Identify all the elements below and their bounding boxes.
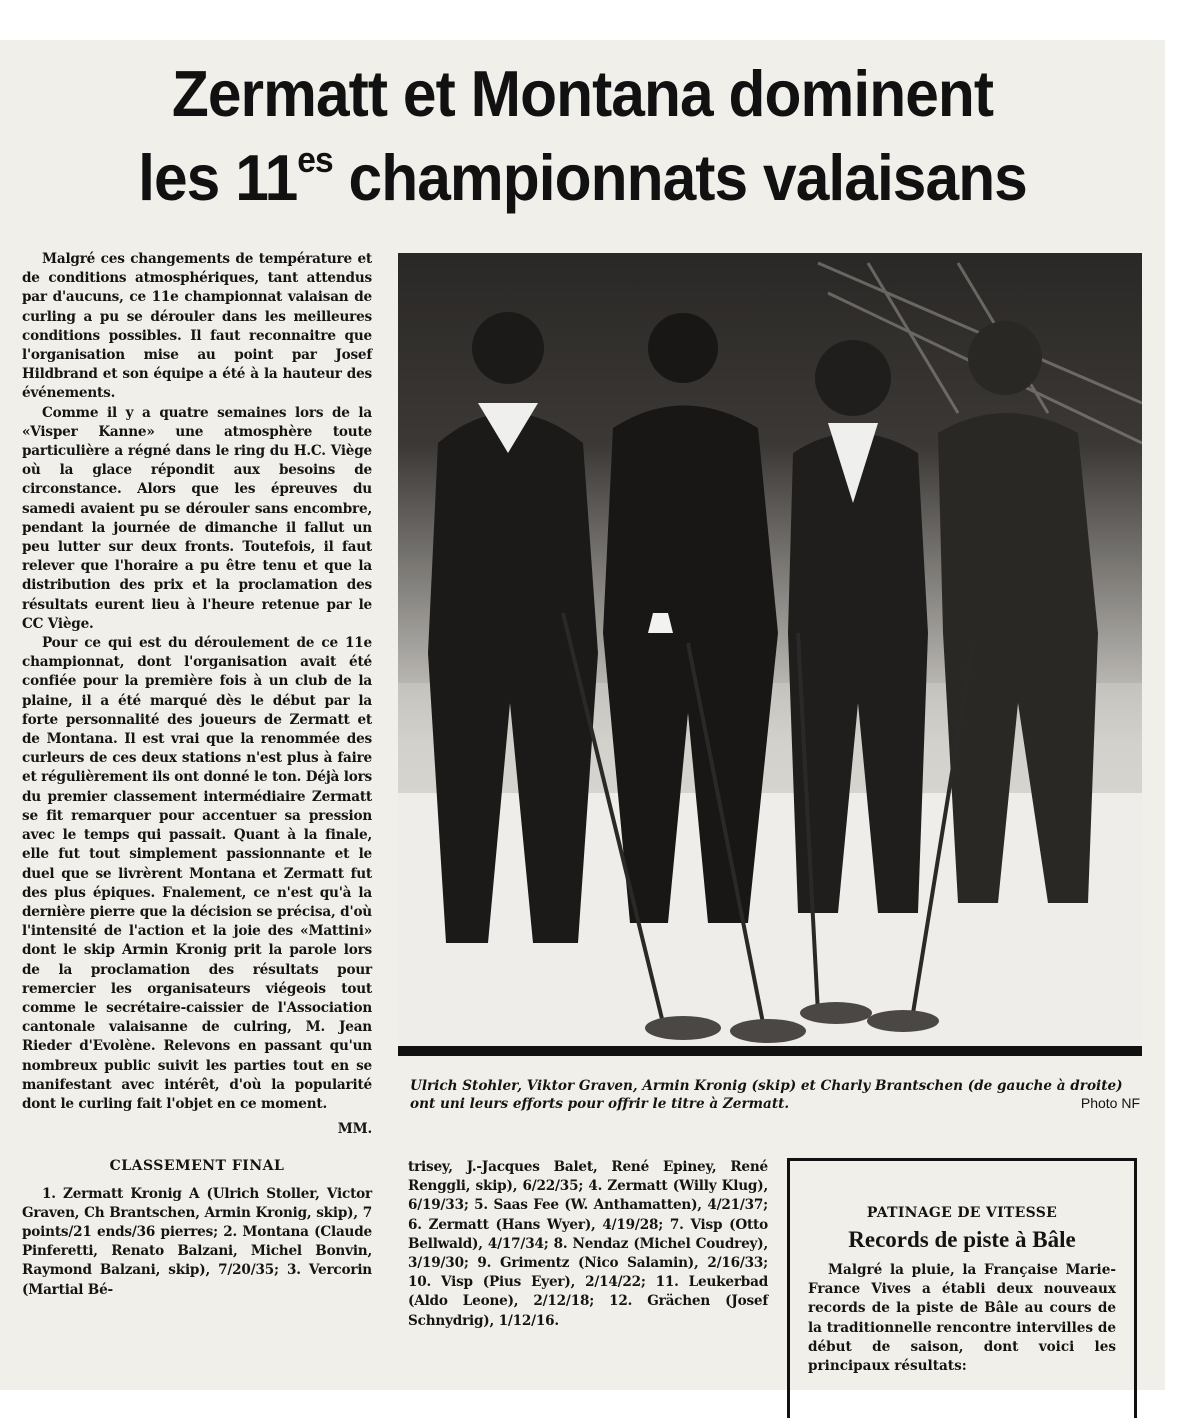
article-paragraph-1: Malgré ces changements de température et de conditions atmosphériques, tant attendus par d'aucuns, ce 11e championnat valaisan de curling a pu se dérouler dans les meilleures conditions possibles. Il faut reconnaitre que l'organisation mise au point par Josef Hildbrand et son équipe a été à la hauteur des événements. [22, 251, 372, 402]
sidebar-text: Malgré la pluie, la Française Marie-France Vives a établi deux nouveaux records de la piste de Bâle au cours de la traditionnelle rencontre intervilles de début de saison, dont voici les principaux résultats: [808, 1262, 1116, 1375]
photo-credit: Photo NF [1080, 1095, 1140, 1111]
sidebar-title: Records de piste à Bâle [848, 1227, 1076, 1252]
sidebar-kicker: PATINAGE DE VITESSE [866, 1205, 1058, 1221]
headline-line-2-end: championnats valaisans [332, 141, 1027, 214]
article-paragraph-3: Pour ce qui est du déroulement de ce 11e championnat, dont l'organisation avait été confiée pour la première fois à un club de la plaine, il a été marqué dès le début par la forte personnalité des joueurs de Zermatt et de Montana. Il est vrai que la renommée des curleurs de ces deux stations n'est plus à faire et régulièrement ils ont donné le ton. Déjà lors du premier classement intermédiaire Zermatt se fit remarquer pour accentuer sa pression avec le temps qui passait. Quant à la finale, elle fut tout simplement passionnante et le duel que se livrèrent Montana et Zermatt fut des plus épiques. Fnalement, ce n'est qu'à la dernière pierre que la décision se précisa, d'où l'intensité de l'action et la joie des «Mattini» dont le skip Armin Kronig prit la parole lors de la proclamation des résultats pour remercier les organisateurs viégeois tout comme le secrétaire-caissier de l'Association cantonale valaisanne de culring, M. Jean Rieder d'Evolène. Relevons en passant qu'un nombreux public suivit les parties tout en se manifestant avec intérêt, d'où la popularité dont le curling fait l'objet en ce moment. [22, 635, 372, 1112]
article-headline [41, 52, 1124, 220]
headline-line-1: Zermatt et Montana dominent [171, 57, 994, 130]
author-signature: MM. [337, 1121, 372, 1138]
results-text-part-1: 1. Zermatt Kronig A (Ulrich Stoller, Victor Graven, Ch Brantschen, Armin Kronig, skip), 7 points/21 ends/36 pierres; 2. Montana (Claude Pinferetti, Renato Balzani, Michel Bonvin, Raymond Balzani, skip), 7/20/35; 3. Vercorin (Martial Bé- [22, 1185, 372, 1298]
team-photo [398, 253, 1142, 1051]
results-text-part-2: trisey, J.-Jacques Balet, René Epiney, René Renggli, skip), 6/22/35; 4. Zermatt (Willy Klug), 6/19/33; 5. Saas Fee (W. Anthamatten), 4/21/37; 6. Zermatt (Hans Wyer), 4/19/28; 7. Visp (Otto Bellwald), 4/17/34; 8. Nendaz (Michel Coudrey), 3/19/30; 9. Grimentz (Nico Salamin), 2/16/33; 10. Visp (Pius Eyer), 2/14/22; 11. Leukerbad (Aldo Leone), 2/12/18; 12. Grächen (Josef Schnydrig), 1/12/16. [408, 1159, 768, 1329]
photo-bottom-rule [398, 1046, 1142, 1056]
results-heading: CLASSEMENT FINAL [109, 1158, 285, 1175]
article-body-column [22, 250, 372, 1300]
photo-caption: Ulrich Stohler, Viktor Graven, Armin Kronig (skip) et Charly Brantschen (de gauche à droite) ont uni leurs efforts pour offrir le titre à Zermatt. [410, 1078, 1123, 1112]
sidebar-news-box [787, 1158, 1137, 1418]
results-continuation-column [408, 1158, 768, 1331]
headline-superscript: es [297, 139, 333, 180]
headline-line-2-start: les 11 [138, 141, 298, 214]
article-paragraph-2: Comme il y a quatre semaines lors de la «Visper Kanne» une atmosphère toute particulière a régné dans le ring du H.C. Viège où la glace répondit aux besoins de circonstance. Alors que les épreuves du samedi avaient pu se dérouler sans encombre, pendant la journée de dimanche il fallut un peu lutter sur deux fronts. Toutefois, il faut relever que l'horaire a pu être tenu et que la distribution des prix et la proclamation des résultats eurent lieu à l'heure retenue par le CC Viège. [22, 404, 372, 632]
ice-surface [398, 793, 1142, 1051]
